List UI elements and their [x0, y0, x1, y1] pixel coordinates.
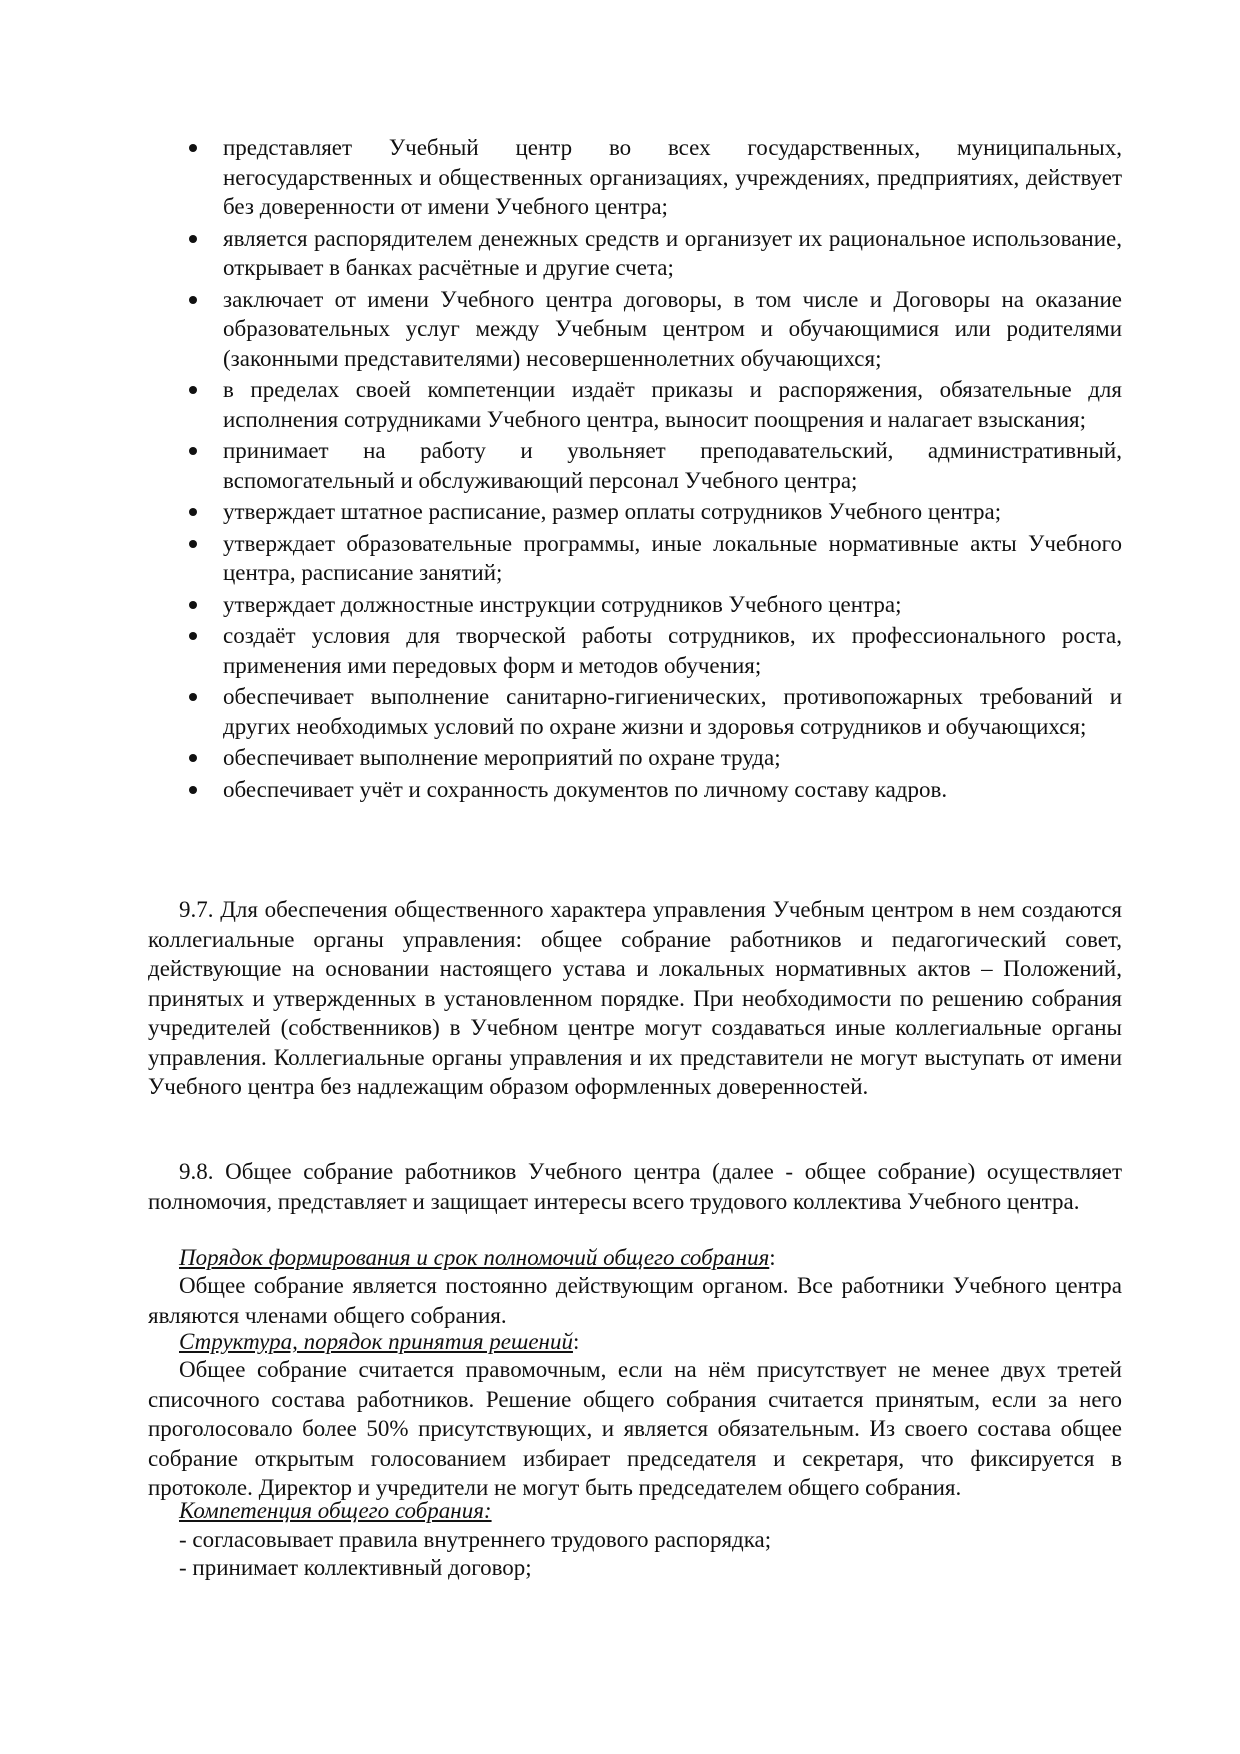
list-item — [186, 436, 1122, 495]
bullet-icon — [189, 508, 197, 516]
list-item — [186, 590, 1122, 620]
competence-heading: Компетенция общего собрания: — [179, 1498, 492, 1523]
list-item — [186, 682, 1122, 741]
bullet-icon — [189, 754, 197, 762]
structure-heading-line — [148, 1327, 1122, 1357]
bullet-icon — [189, 296, 197, 304]
structure-text: Общее собрание считается правомочным, если на нём присутствует не менее двух третей списочного состава работников. Решение общего собрания считается принятым, если за него проголосовало более 50% присутствующих, и является обязательным. Из своего состава общее собрание открытым голосованием избирает председателя и секретаря, что фиксируется в протоколе. Директор и учредители не могут быть председателем общего собрания. — [148, 1357, 1122, 1500]
list-item — [186, 133, 1122, 222]
list-item — [186, 224, 1122, 283]
competence-item: - принимает коллективный договор; — [179, 1555, 532, 1580]
bullet-icon — [189, 632, 197, 640]
list-item — [186, 743, 1122, 773]
list-item — [186, 285, 1122, 374]
bullet-icon — [189, 235, 197, 243]
formation-text: Общее собрание является постоянно действующим органом. Все работники Учебного центра являются членами общего собрания. — [148, 1273, 1122, 1328]
list-item — [186, 621, 1122, 680]
list-item-text: утверждает образовательные программы, иные локальные нормативные акты Учебного центра, расписание занятий; — [223, 530, 1122, 585]
list-item-text: утверждает должностные инструкции сотрудников Учебного центра; — [223, 591, 902, 617]
director-powers-list — [186, 133, 1122, 806]
list-item-text: является распорядителем денежных средств и организует их рациональное использование, открывает в банках расчётные и другие счета; — [223, 225, 1122, 280]
list-item-text: принимает на работу и увольняет преподавательский, административный, вспомогательный и обслуживающий персонал Учебного центра; — [223, 438, 1122, 493]
list-item-text: представляет Учебный центр во всех государственных, муниципальных, негосударственных и общественных организациях, учреждениях, предприятиях, действует без доверенности от имени Учебного центра; — [223, 135, 1122, 219]
competence-item: - согласовывает правила внутреннего трудового распорядка; — [179, 1527, 772, 1552]
formation-heading: Порядок формирования и срок полномочий общего собрания — [179, 1245, 770, 1270]
list-item — [186, 375, 1122, 434]
bullet-icon — [189, 601, 197, 609]
bullet-icon — [189, 447, 197, 455]
competence-heading-line — [148, 1496, 1122, 1526]
heading-colon: : — [572, 1329, 580, 1354]
list-item-text: обеспечивает выполнение мероприятий по охране труда; — [223, 745, 781, 770]
structure-heading: Структура, порядок принятия решений — [179, 1329, 573, 1354]
list-item-text: заключает от имени Учебного центра договоры, в том числе и Договоры на оказание образовательных услуг между Учебным центром и обучающимися или родителями (законными представителями) несовершеннолетних обучающихся; — [223, 286, 1122, 371]
list-item — [186, 529, 1122, 588]
list-item-text: в пределах своей компетенции издаёт приказы и распоряжения, обязательные для исполнения сотрудниками Учебного центра, выносит поощрения и налагает взыскания; — [223, 377, 1122, 432]
bullet-icon — [189, 540, 197, 548]
list-item — [186, 497, 1122, 527]
bullet-icon — [189, 786, 197, 794]
list-item-text: утверждает штатное расписание, размер оплаты сотрудников Учебного центра; — [223, 499, 1002, 524]
list-item-text: обеспечивает выполнение санитарно-гигиенических, противопожарных требований и других необходимых условий по охране жизни и здоровья сотрудников и обучающихся; — [223, 684, 1122, 739]
section-9-7-paragraph: 9.7. Для обеспечения общественного характера управления Учебным центром в нем создаются коллегиальные органы управления: общее собрание работников и педагогический совет, действующие на основании настоящего устава и локальных нормативных актов – Положений, принятых и утвержденных в установленном порядке. При необходимости по решению собрания учредителей (собственников) в Учебном центре могут создаваться иные коллегиальные органы управления. Коллегиальные органы управления и их представители не могут выступать от имени Учебного центра без надлежащим образом оформленных доверенностей. — [148, 897, 1122, 1099]
bullet-icon — [189, 144, 197, 152]
bullet-icon — [189, 386, 197, 394]
list-item-text: обеспечивает учёт и сохранность документов по личному составу кадров. — [223, 776, 948, 802]
list-item — [186, 775, 1122, 805]
formation-heading-line — [148, 1243, 1122, 1273]
section-9-8-paragraph: 9.8. Общее собрание работников Учебного центра (далее - общее собрание) осуществляет полномочия, представляет и защищает интересы всего трудового коллектива Учебного центра. — [148, 1159, 1122, 1214]
list-item-text: создаёт условия для творческой работы сотрудников, их профессионального роста, применения ими передовых форм и методов обучения; — [223, 623, 1122, 678]
heading-colon: : — [769, 1245, 776, 1270]
bullet-icon — [189, 693, 197, 701]
